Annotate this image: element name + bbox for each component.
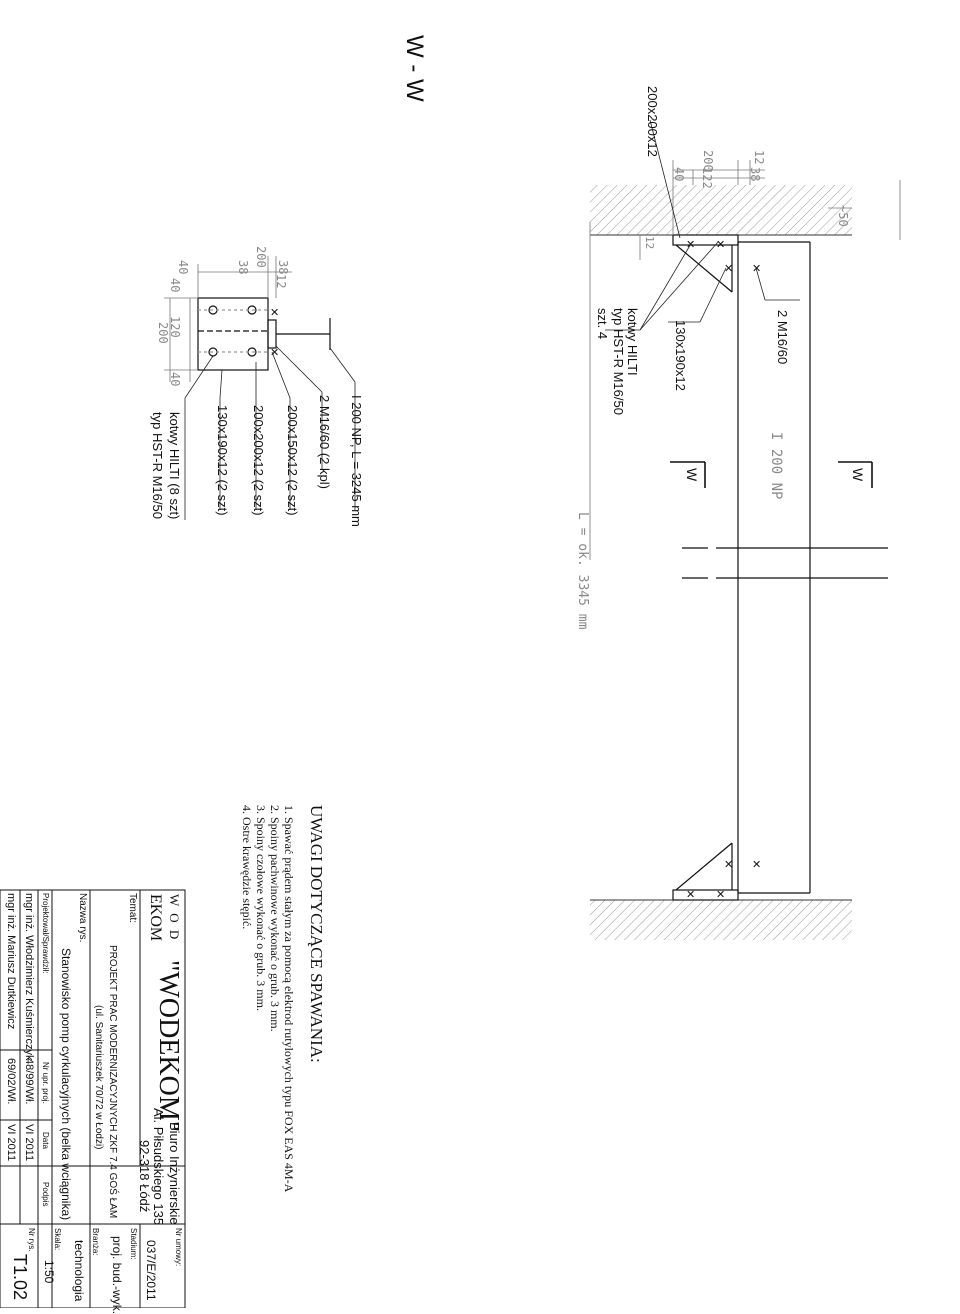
svg-text:✕: ✕ — [724, 859, 734, 871]
person1: mgr inż. Włodzimierz Kuśmierczyk — [23, 893, 35, 1061]
company-name: "WODEKOM" — [153, 960, 184, 1133]
dim-38-elevation: 38 — [748, 167, 762, 182]
detail-item-plate-200: 200x200x12 (2 szt) — [251, 405, 266, 516]
detail-dim-side-120: 120 — [168, 316, 182, 338]
section-mark-w2: W — [850, 468, 866, 482]
detail-dim-38a: 38 — [236, 260, 250, 275]
stadium-value: proj. bud.-wyk. — [110, 1236, 124, 1314]
proj-label: Projektował/Sprawdził: — [41, 893, 50, 974]
dim-12-plate: 12 — [643, 236, 656, 250]
detail-dim-12: 12 — [274, 274, 288, 289]
branza-value: technologia — [72, 1240, 86, 1302]
dim-50-elevation: ~50 — [836, 205, 850, 227]
length-label-elevation: L = ok. 3345 mm — [575, 512, 590, 630]
data-label: Data — [41, 1132, 50, 1149]
bracket-bottom — [673, 843, 761, 901]
logo-top: W O D — [167, 894, 182, 942]
notes-line-4: 4. Ostre krawędzie stępić. — [240, 805, 254, 930]
detail-item-bolts: 2 M16/60 (2 kpl) — [317, 395, 332, 489]
svg-text:✕: ✕ — [270, 307, 280, 319]
nr-rys-value: T1.02 — [10, 1254, 30, 1301]
date1: VI 2011 — [23, 1124, 35, 1162]
temat-line1: PROJEKT PRAC MODERNIZACYJNYCH ZKF 7.4 GOŚ ŁAM — [107, 945, 118, 1219]
dim-122-elevation: 122 — [700, 167, 714, 189]
section-mark-w1: W — [684, 468, 700, 482]
svg-text:✕: ✕ — [716, 239, 726, 251]
callout-anchor-line2: typ HST-R M16/50 — [611, 308, 626, 415]
detail-item-plate-130: 130x190x12 (2 szt) — [215, 405, 230, 516]
svg-text:✕: ✕ — [686, 239, 696, 251]
nr-rys-label: Nr rys. — [27, 1228, 36, 1252]
detail-item-plate-150: 200x150x12 (2 szt) — [285, 405, 300, 516]
nr-umowy-value: 037/E/2011 — [144, 1240, 158, 1301]
dim-12-elevation: 12 — [752, 150, 766, 165]
detail-item-beam: I 200 NP, L = 3245 mm — [349, 395, 364, 527]
nr-umowy-label: Nr umowy: — [174, 1228, 183, 1267]
notes-title: UWAGI DOTYCZĄCE SPAWANIA: — [307, 805, 326, 1063]
notes-line-3: 3. Spoiny czołowe wykonać o grub. 3 mm. — [254, 805, 268, 1011]
date2: VI 2011 — [5, 1124, 17, 1162]
plate-label-elevation: 200x200x12 — [645, 86, 660, 157]
wall-bottom — [590, 900, 852, 940]
detail-item-anchors: kotwy HILTI (8 szt) — [167, 412, 182, 520]
dim-200-elevation: 200 — [701, 150, 715, 172]
svg-text:✕: ✕ — [752, 263, 762, 275]
office-name: Biuro Inżynierskie — [167, 1122, 182, 1225]
dim-40-elevation: 40 — [672, 167, 686, 182]
detail-dim-40: 40 — [176, 260, 190, 275]
detail-dim-200: 200 — [254, 246, 268, 268]
upr1: 48/99/Wł. — [23, 1058, 35, 1105]
skala-label: Skala: — [53, 1228, 62, 1251]
callout-plate-elevation: 130x190x12 — [673, 320, 688, 391]
callout-anchor-line1: kotwy HILTI — [625, 308, 640, 376]
office-address1: Al. Piłsudskiego 135 — [151, 1108, 166, 1226]
detail-section — [198, 298, 330, 370]
uprn-label: Nr upr. proj. — [41, 1062, 50, 1104]
notes-line-1: 1. Spawać prądem stałym za pomocą elektrod rutylowych typu FOX EAS 4M-A — [282, 805, 296, 1193]
detail-dim-side-40a: 40 — [168, 278, 182, 293]
podpis-label: Podpis — [41, 1182, 50, 1207]
branza-label: Branża: — [91, 1228, 100, 1256]
office-address2: 92-318 Łódź — [137, 1140, 152, 1213]
detail-dim-side-40b: 40 — [168, 372, 182, 387]
svg-text:✕: ✕ — [686, 889, 696, 901]
person2: mgr inż. Mariusz Dutkiewicz — [5, 893, 17, 1030]
nazwa-label: Nazwa rys. — [77, 893, 88, 943]
detail-dim-side-200: 200 — [156, 322, 170, 344]
logo-bottom: EKOM — [147, 894, 164, 942]
page-title: W - W — [401, 35, 428, 102]
upr2: 69/02/Wł. — [5, 1058, 17, 1105]
detail-item-anchor-type: typ HST-R M16/50 — [150, 412, 165, 519]
callout-bolts-elevation: 2 M16/60 — [775, 310, 790, 365]
callout-anchor-line3: szt. 4 — [595, 308, 610, 340]
notes-line-2: 2. Spoiny pachwinowe wykonać o grub. 3 mm. — [268, 805, 282, 1032]
temat-line2: (ul. Sanitariuszek 70/72 w Łodzi) — [93, 1005, 104, 1150]
skala-value: 1:50 — [42, 1260, 56, 1284]
temat-label: Temat: — [127, 893, 138, 924]
svg-text:✕: ✕ — [716, 889, 726, 901]
svg-text:✕: ✕ — [752, 859, 762, 871]
detail-dims — [164, 256, 292, 382]
svg-text:✕: ✕ — [724, 263, 734, 275]
detail-dim-38b: 38 — [276, 260, 290, 275]
wall-top — [590, 185, 852, 235]
svg-text:✕: ✕ — [270, 347, 280, 359]
stadium-label: Stadium: — [129, 1228, 138, 1260]
nazwa-value: Stanowisko pomp cyrkulacyjnych (belka wciągnika) — [59, 948, 73, 1221]
beam-label-elevation: I 200 NP — [768, 432, 784, 500]
